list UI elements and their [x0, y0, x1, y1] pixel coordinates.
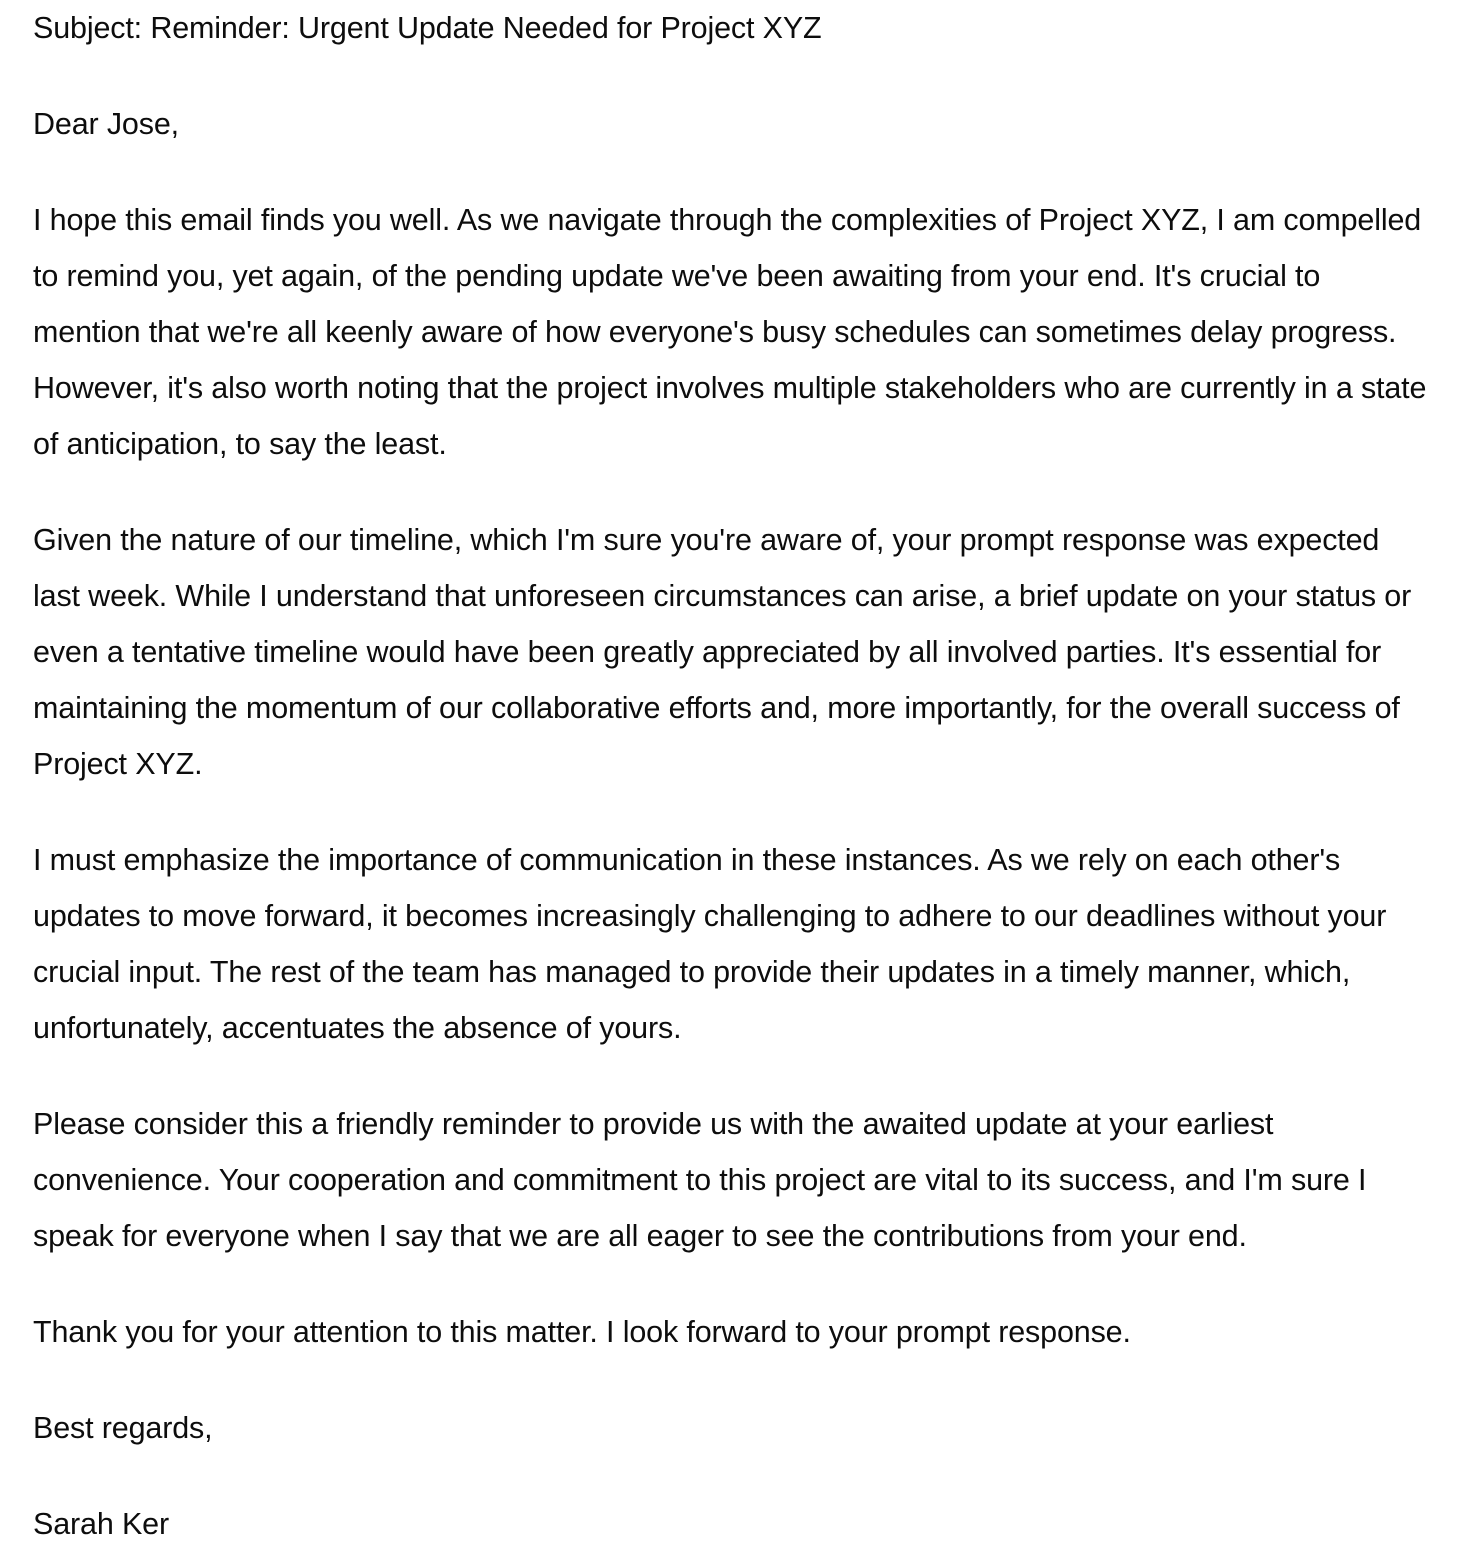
email-paragraph-5: Thank you for your attention to this matter. I look forward to your prompt response.: [33, 1315, 1131, 1349]
email-body: [33, 0, 1433, 1552]
email-closing: Best regards,: [33, 1411, 213, 1445]
email-paragraph-4: Please consider this a friendly reminder to provide us with the awaited update at your earliest convenience. Your cooperation and commitment to this project are vital to its success, and I'm sure I speak for everyone when I say that we are all eager to see the contributions from your end.: [33, 1107, 1367, 1253]
email-subject: Subject: Reminder: Urgent Update Needed for Project XYZ: [33, 11, 822, 45]
email-paragraph-3: I must emphasize the importance of communication in these instances. As we rely on each other's updates to move forward, it becomes increasingly challenging to adhere to our deadlines without your crucial input. The rest of the team has managed to provide their updates in a timely manner, which, unfortunately, accentuates the absence of yours.: [33, 843, 1387, 1045]
email-signature: Sarah Ker: [33, 1507, 169, 1541]
email-greeting: Dear Jose,: [33, 107, 179, 141]
email-paragraph-2: Given the nature of our timeline, which I'm sure you're aware of, your prompt response was expected last week. While I understand that unforeseen circumstances can arise, a brief update on your status or even a tentative timeline would have been greatly appreciated by all involved parties. It's essential for maintaining the momentum of our collaborative efforts and, more importantly, for the overall success of Project XYZ.: [33, 523, 1412, 781]
email-paragraph-1: I hope this email finds you well. As we navigate through the complexities of Project XYZ, I am compelled to remind you, yet again, of the pending update we've been awaiting from your end. It's crucial to mention that we're all keenly aware of how everyone's busy schedules can sometimes delay progress. However, it's also worth noting that the project involves multiple stakeholders who are currently in a state of anticipation, to say the least.: [33, 203, 1427, 461]
